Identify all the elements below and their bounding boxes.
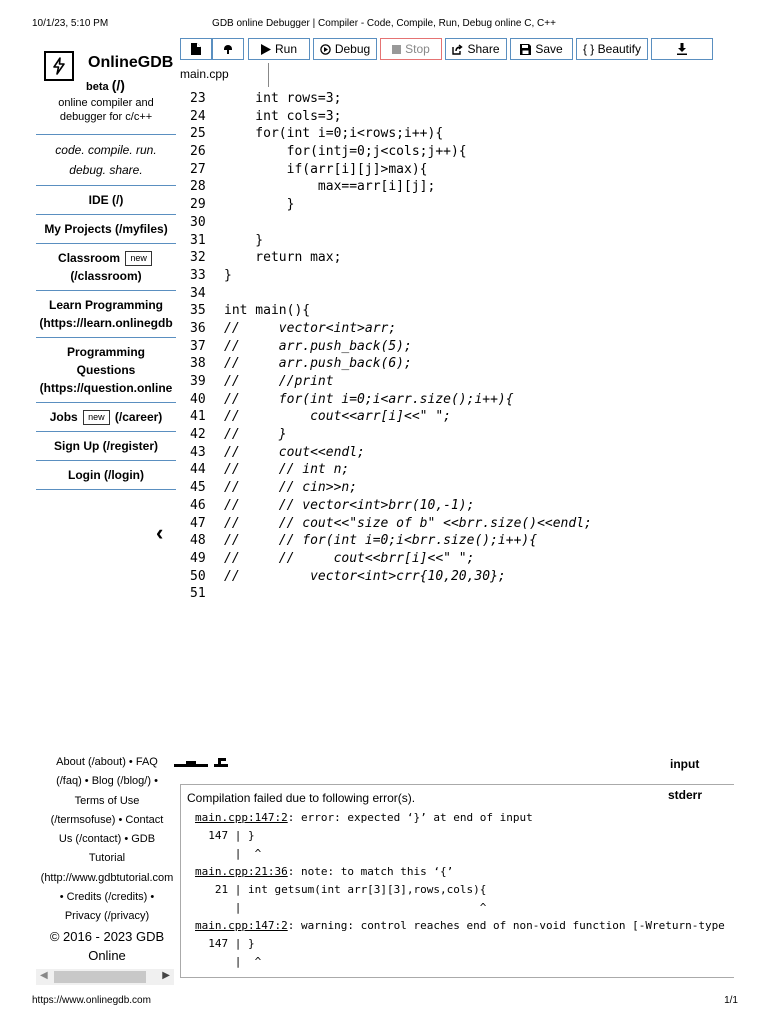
stderr-line: [195, 827, 725, 845]
code-text: // // int n;: [224, 462, 350, 478]
code-line[interactable]: [190, 408, 750, 426]
stderr-text: 147 | }: [195, 937, 255, 950]
logo[interactable]: [44, 51, 74, 81]
debug-label: Debug: [334, 42, 371, 56]
error-location-link[interactable]: main.cpp:21:36: [195, 865, 288, 878]
line-number: 38: [190, 356, 206, 372]
code-line[interactable]: [190, 550, 750, 568]
code-text: // cout<<endl;: [224, 444, 365, 460]
code-line[interactable]: [190, 125, 750, 143]
code-text: int rows=3;: [224, 91, 342, 106]
share-button[interactable]: [445, 38, 507, 60]
stderr-text: | ^: [195, 901, 487, 914]
footer-link-line[interactable]: Tutorial: [88, 852, 126, 865]
tagline: [36, 134, 176, 186]
new-badge: new: [83, 410, 110, 425]
sidebar-item-programming-questions[interactable]: [36, 338, 176, 403]
compile-status-message: Compilation failed due to following error(s).: [187, 791, 416, 805]
sidebar-item-label: Programming: [66, 345, 145, 359]
sidebar-item-label: Jobs: [49, 410, 78, 424]
sidebar-item-path: (/career): [114, 410, 163, 424]
output-panel: [180, 784, 734, 978]
code-line[interactable]: [190, 302, 750, 320]
line-number: 23: [190, 91, 206, 106]
code-line[interactable]: [190, 214, 750, 232]
code-text: for(intj=0;j<cols;j++){: [224, 144, 467, 160]
line-number: 40: [190, 391, 206, 407]
line-number: 27: [190, 161, 206, 177]
scroll-right-icon[interactable]: ▶: [162, 970, 170, 981]
code-text: // // cout<<"size of b" <<brr.size()<<endl;: [224, 515, 592, 531]
brand-desc-line: debugger for c/c++: [59, 111, 153, 123]
footer-link-line[interactable]: Us (/contact) • GDB: [58, 833, 156, 846]
code-line[interactable]: [190, 108, 750, 126]
line-number: 41: [190, 409, 206, 425]
brand: [36, 38, 176, 126]
sidebar-item-classroom[interactable]: [36, 244, 176, 291]
code-line[interactable]: [190, 285, 750, 303]
code-text: for(int i=0;i<rows;i++){: [224, 126, 444, 142]
sidebar-item-label: Questions: [76, 363, 136, 377]
file-icon: [191, 43, 201, 55]
save-label: Save: [535, 42, 563, 56]
line-number: 24: [190, 108, 206, 124]
line-number: 51: [190, 586, 206, 602]
line-number: 50: [190, 568, 206, 584]
line-number: 26: [190, 144, 206, 160]
code-line[interactable]: [190, 461, 750, 479]
code-text: if(arr[i][j]>max){: [224, 161, 428, 177]
download-button[interactable]: [651, 38, 713, 60]
new-file-button[interactable]: [180, 38, 212, 60]
sidebar-item-path: (https://learn.onlinegdb: [39, 316, 173, 330]
code-text: // // for(int i=0;i<brr.size();i++){: [224, 533, 538, 549]
beautify-label: { } Beautify: [582, 42, 642, 56]
stderr-output: [195, 809, 725, 971]
line-number: 44: [190, 462, 206, 478]
code-line[interactable]: [190, 426, 750, 444]
stderr-text: : note: to match this ‘{’: [287, 865, 454, 878]
line-number: 34: [190, 285, 206, 301]
download-icon: [676, 43, 688, 55]
code-text: // cout<<arr[i]<<" ";: [224, 409, 451, 425]
code-line[interactable]: [190, 373, 750, 391]
share-label: Share: [467, 42, 500, 56]
stderr-line: [195, 881, 725, 899]
sidebar-item-label: Classroom: [58, 251, 121, 265]
footer-link-line[interactable]: (/faq) • Blog (/blog/) •: [56, 775, 158, 788]
collapse-sidebar-chevron-icon[interactable]: ‹: [156, 520, 164, 545]
beta-label: beta: [86, 81, 109, 93]
save-icon: [520, 44, 531, 55]
code-text: // //print: [224, 374, 334, 389]
sidebar-item-signup[interactable]: Sign Up (/register): [36, 432, 176, 461]
code-text: max==arr[i][j];: [224, 179, 436, 195]
scroll-left-icon[interactable]: ◀: [40, 970, 48, 981]
code-line[interactable]: [190, 90, 750, 108]
debug-icon: [320, 44, 331, 55]
upload-button[interactable]: [212, 38, 244, 60]
line-number: 36: [190, 320, 206, 336]
stderr-tab[interactable]: stderr: [668, 788, 703, 802]
stderr-line: [195, 935, 725, 953]
code-text: }: [224, 232, 264, 248]
code-line[interactable]: [190, 232, 750, 250]
run-label: Run: [274, 42, 297, 56]
code-text: return max;: [224, 250, 342, 266]
stderr-text: 147 | }: [195, 829, 255, 842]
code-line[interactable]: [190, 355, 750, 373]
line-number: 30: [190, 214, 206, 230]
code-text: int cols=3;: [224, 108, 342, 124]
tab-divider: [268, 63, 269, 87]
brand-beta: [86, 77, 125, 93]
footer-link-line[interactable]: • Credits (/credits) •: [59, 891, 155, 904]
code-line[interactable]: [190, 585, 750, 603]
line-number: 25: [190, 126, 206, 142]
brand-name[interactable]: OnlineGDB: [88, 54, 174, 71]
stderr-line: [195, 899, 725, 917]
code-text: // arr.push_back(5);: [224, 338, 412, 354]
error-location-link[interactable]: main.cpp:147:2: [195, 919, 288, 932]
input-tab[interactable]: input: [670, 757, 700, 771]
new-badge: new: [125, 251, 152, 266]
code-line[interactable]: [190, 532, 750, 550]
code-text: // vector<int>crr{10,20,30};: [224, 568, 506, 584]
line-number: 42: [190, 427, 206, 443]
line-number: 46: [190, 497, 206, 513]
line-number: 39: [190, 374, 206, 389]
code-line[interactable]: [190, 249, 750, 267]
stderr-line: [195, 809, 725, 827]
line-number: 48: [190, 533, 206, 549]
lightning-icon: [52, 57, 66, 75]
code-text: int main(){: [224, 303, 311, 319]
code-text: // for(int i=0;i<arr.size();i++){: [224, 391, 514, 407]
stderr-text: | ^: [195, 955, 262, 968]
code-line[interactable]: [190, 338, 750, 356]
code-line[interactable]: [190, 568, 750, 586]
sidebar-scrollbar[interactable]: [36, 969, 174, 985]
line-number: 35: [190, 303, 206, 319]
run-button[interactable]: [248, 38, 310, 60]
line-number: 28: [190, 179, 206, 195]
code-line[interactable]: [190, 320, 750, 338]
stderr-line: [195, 917, 725, 935]
sidebar-item-login[interactable]: Login (/login): [36, 461, 176, 490]
upload-icon: [221, 43, 235, 55]
code-line[interactable]: [190, 178, 750, 196]
print-page-number: 1/1: [724, 995, 738, 1006]
play-icon: [261, 44, 271, 55]
footer-links: [36, 753, 178, 965]
code-line[interactable]: [190, 143, 750, 161]
sidebar-item-path: (/classroom): [70, 269, 142, 283]
stop-label: Stop: [405, 42, 430, 56]
footer-link-line[interactable]: Privacy (/privacy): [64, 910, 150, 923]
code-line[interactable]: [190, 161, 750, 179]
print-datetime: 10/1/23, 5:10 PM: [32, 18, 109, 29]
code-text: }: [224, 197, 295, 213]
share-icon: [452, 44, 463, 55]
file-tab-main-cpp[interactable]: main.cpp: [180, 67, 229, 81]
stderr-text: | ^: [195, 847, 262, 860]
code-line[interactable]: [190, 196, 750, 214]
stop-icon: [392, 45, 401, 54]
sidebar-item-jobs[interactable]: [36, 403, 176, 432]
code-editor[interactable]: [190, 90, 750, 603]
scrollbar-thumb[interactable]: [54, 971, 146, 983]
panel-resize-handle[interactable]: [174, 755, 230, 773]
print-footer: [32, 995, 738, 1009]
stderr-text: : warning: control reaches end of non-void function [-Wreturn-type: [287, 919, 725, 932]
error-location-link[interactable]: main.cpp:147:2: [195, 811, 288, 824]
footer-link-line[interactable]: About (/about) • FAQ: [56, 756, 158, 768]
stderr-text: 21 | int getsum(int arr[3][3],rows,cols){: [195, 883, 487, 896]
code-line[interactable]: [190, 391, 750, 409]
save-button[interactable]: [510, 38, 573, 60]
line-number: 32: [190, 250, 206, 266]
code-text: // // cin>>n;: [224, 480, 358, 496]
brand-desc-line: online compiler and: [58, 97, 154, 109]
sidebar-item-my-projects[interactable]: My Projects (/myfiles): [36, 215, 176, 244]
line-number: 29: [190, 197, 206, 213]
tagline-line: code. compile. run.: [55, 143, 157, 157]
line-number: 45: [190, 480, 206, 496]
sidebar-item-ide[interactable]: IDE (/): [36, 186, 176, 215]
footer-link-line[interactable]: Terms of Use: [74, 794, 140, 807]
sidebar-item-learn-programming[interactable]: [36, 291, 176, 338]
code-line[interactable]: [190, 444, 750, 462]
stderr-line: [195, 845, 725, 863]
footer-link-line[interactable]: (/termsofuse) • Contact: [50, 813, 164, 826]
print-url: https://www.onlinegdb.com: [32, 995, 151, 1006]
code-text: }: [224, 267, 232, 283]
code-text: // // vector<int>brr(10,-1);: [224, 497, 475, 513]
sidebar-item-path: (https://question.online: [39, 381, 173, 395]
copyright: © 2016 - 2023 GDB: [49, 928, 165, 944]
line-number: 37: [190, 338, 206, 354]
line-number: 33: [190, 267, 206, 283]
home-link[interactable]: (/): [111, 77, 125, 93]
stderr-line: [195, 953, 725, 971]
line-number: 31: [190, 232, 206, 248]
stop-button[interactable]: [380, 38, 442, 60]
code-text: // arr.push_back(6);: [224, 356, 412, 372]
code-line[interactable]: [190, 267, 750, 285]
copyright: Online: [88, 947, 126, 963]
sidebar: [36, 38, 176, 490]
print-header: [32, 18, 736, 32]
beautify-button[interactable]: [576, 38, 648, 60]
code-line[interactable]: [190, 497, 750, 515]
sidebar-item-label: Learn Programming: [48, 298, 164, 312]
code-text: // // cout<<brr[i]<<" ";: [224, 550, 475, 566]
print-page-title: GDB online Debugger | Compiler - Code, Compile, Run, Debug online C, C++: [212, 18, 556, 29]
debug-button[interactable]: [313, 38, 377, 60]
line-number: 47: [190, 515, 206, 531]
stderr-text: : error: expected ‘}’ at end of input: [287, 811, 533, 824]
line-number: 43: [190, 444, 206, 460]
resize-icon: [174, 755, 230, 773]
code-line[interactable]: [190, 479, 750, 497]
code-text: // }: [224, 427, 287, 443]
line-number: 49: [190, 550, 206, 566]
code-line[interactable]: [190, 515, 750, 533]
stderr-line: [195, 863, 725, 881]
tagline-line: debug. share.: [69, 163, 143, 177]
footer-link-line[interactable]: (http://www.gdbtutorial.com: [40, 871, 174, 884]
code-text: // vector<int>arr;: [224, 320, 397, 336]
brand-description: [36, 96, 176, 124]
